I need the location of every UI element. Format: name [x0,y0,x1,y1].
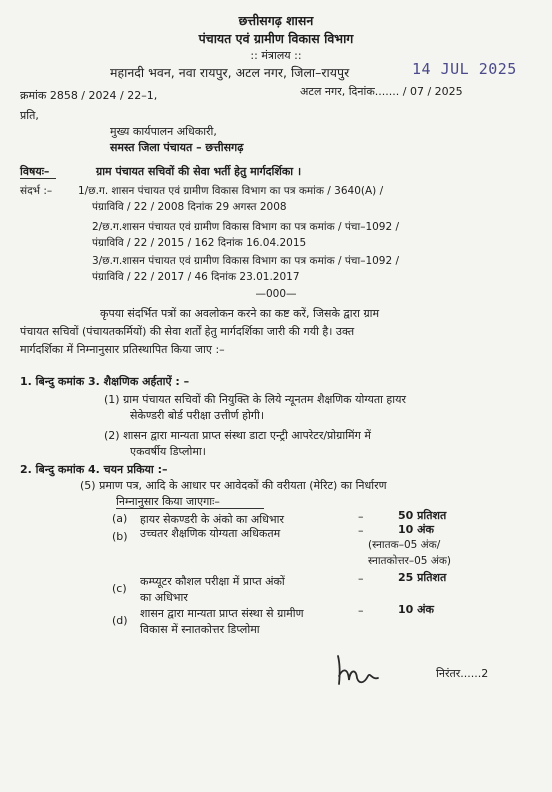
reference-1-line-1: 1/छ.ग. शासन पंचायत एवं ग्रामीण विकास विभाग का पत्र कमांक / 3640(A) / [78,185,384,197]
criteria-row-a-value: 50 प्रतिशत [398,509,447,522]
body-line-3: मार्गदर्शिका में निम्नानुसार प्रतिस्थापित किया जाए :– [20,343,225,356]
criteria-row-b-note-1: (स्नातक–05 अंक/ [368,539,441,551]
recipient-line-1: मुख्य कार्यपालन अधिकारी, [110,125,217,138]
continued-marker: निरंतर......2 [436,667,489,680]
criteria-row-a-dash: – [358,510,364,523]
reference-2-line-1: 2/छ.ग.शासन पंचायत एवं ग्रामीण विकास विभाग का पत्र कमांक / पंचा–1092 / [92,221,400,233]
section-2-heading: 2. बिन्दु कमांक 4. चयन प्रकिया :– [20,463,168,476]
subject-underline [20,178,56,179]
criteria-row-c-text-1: कम्प्यूटर कौशल परीक्षा में प्राप्त अंकों [140,575,285,588]
section-2-intro-underline [116,508,264,509]
criteria-row-d-text-1: शासन द्वारा मान्यता प्राप्त संस्था से ग्रामीण [140,607,304,620]
references-label: संदर्भ :– [20,185,53,197]
criteria-row-a-text: हायर सेकण्डरी के अंको का अधिभार [140,513,284,526]
criteria-row-b-note-2: स्नातकोत्तर–05 अंक) [368,555,452,567]
criteria-row-b-value: 10 अंक [398,523,434,536]
body-line-2: पंचायत सचिवों (पंचायतकर्मियों) की सेवा शर्तों हेतु मार्गदर्शिका जारी की गयी है। उक्त [20,325,355,338]
criteria-row-d-dash: – [358,604,364,617]
letter-place-date: अटल नगर, दिनांक....... / 07 / 2025 [300,85,463,98]
letter-number: क्रमांक 2858 / 2024 / 22–1, [20,89,158,102]
subject-text: ग्राम पंचायत सचिवों की सेवा भर्ती हेतु मार्गदर्शिका । [96,165,302,178]
header-ministry: :: मंत्रालय :: [250,49,302,62]
recipient-prefix: प्रति, [20,109,39,122]
criteria-row-c-dash: – [358,572,364,585]
recipient-line-2: समस्त जिला पंचायत – छत्तीसगढ़ [110,141,244,154]
reference-3-line-1: 3/छ.ग.शासन पंचायत एवं ग्रामीण विकास विभाग का पत्र कमांक / पंचा–1092 / [92,255,400,267]
section-2-intro-line-1: (5) प्रमाण पत्र, आदि के आधार पर आवेदकों की वरीयता (मेरिट) का निर्धारण [80,479,387,492]
header-government: छत्तीसगढ़ शासन [238,13,314,28]
handwritten-signature [330,650,390,690]
criteria-row-d-mark: (d) [112,614,128,627]
section-1-item-1-line-1: (1) ग्राम पंचायत सचिवों की नियुक्ति के लिये न्यूनतम शैक्षणिक योग्यता हायर [104,393,407,406]
header-department: पंचायत एवं ग्रामीण विकास विभाग [198,31,354,46]
reference-2-line-2: पंग्राविवि / 22 / 2015 / 162 दिनांक 16.04.2015 [92,237,307,249]
subject-label: विषयः– [20,165,50,178]
section-1-item-2-line-1: (2) शासन द्वारा मान्यता प्राप्त संस्था डाटा एन्ट्री आपरेटर/प्रोग्रामिंग में [104,429,371,442]
criteria-row-b-dash: – [358,524,364,537]
references-separator: —000— [255,288,297,300]
criteria-row-d-value: 10 अंक [398,603,434,616]
criteria-row-b-text: उच्चतर शैक्षणिक योग्यता अधिकतम [140,527,281,540]
criteria-row-c-value: 25 प्रतिशत [398,571,447,584]
section-1-heading: 1. बिन्दु कमांक 3. शैक्षणिक अर्हताऐं : – [20,375,190,388]
reference-3-line-2: पंग्राविवि / 22 / 2017 / 46 दिनांक 23.01.2017 [92,271,300,283]
criteria-row-c-mark: (c) [112,582,127,595]
criteria-row-d-text-2: विकास में स्नातकोत्तर डिप्लोमा [140,623,260,636]
section-2-intro-line-2: निम्नानुसार किया जाएगाः– [116,495,220,508]
received-date-stamp: 14 JUL 2025 [412,60,517,78]
reference-1-line-2: पंग्राविवि / 22 / 2008 दिनांक 29 अगस्त 2008 [92,201,287,213]
body-line-1: कृपया संदर्भित पत्रों का अवलोकन करने का कष्ट करें, जिसके द्वारा ग्राम [100,307,380,320]
criteria-row-c-text-2: का अधिभार [140,591,188,604]
criteria-row-b-mark: (b) [112,530,128,543]
section-1-item-1-line-2: सेकेण्डरी बोर्ड परीक्षा उत्तीर्ण होगी। [130,409,265,422]
section-1-item-2-line-2: एकवर्षीय डिप्लोमा। [130,445,206,458]
criteria-row-a-mark: (a) [112,512,128,525]
header-address: महानदी भवन, नवा रायपुर, अटल नगर, जिला–रायपुर [110,65,350,80]
